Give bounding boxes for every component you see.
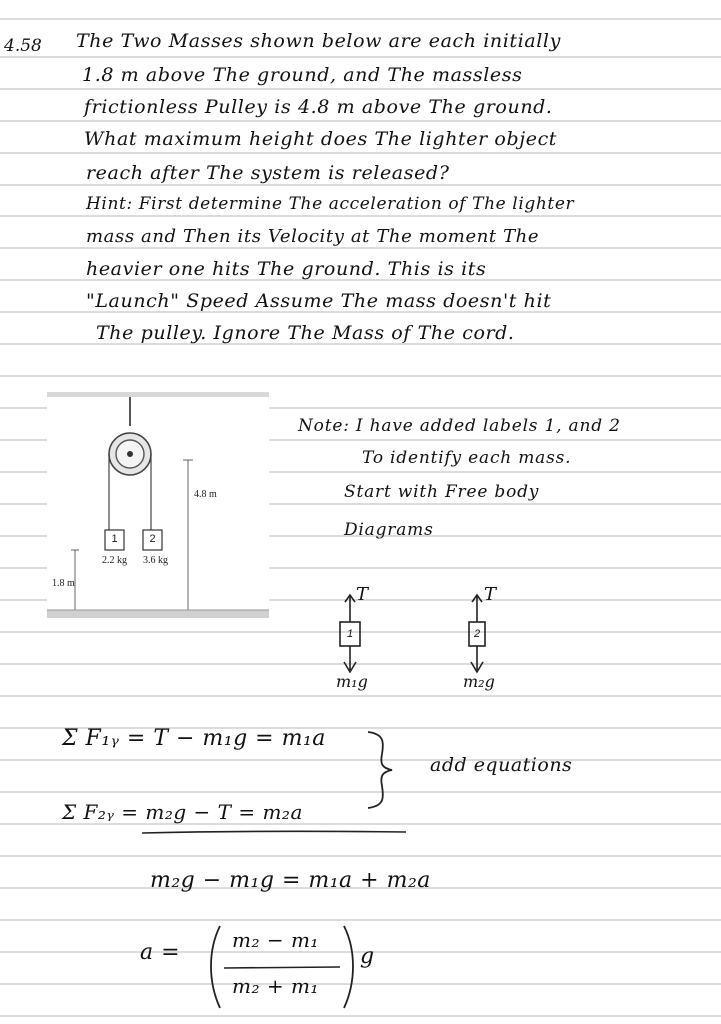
problem-line-9: "Launch" Speed Assume The mass doesn't hit	[86, 290, 552, 312]
ground	[47, 610, 269, 618]
curly-brace	[362, 728, 402, 812]
summed-equation: m₂g − m₁g = m₁a + m₂a	[150, 868, 431, 893]
right-paren	[344, 926, 353, 1008]
pulley-diagram	[47, 392, 269, 624]
fbd-weight-2: m₂g	[463, 672, 495, 691]
mass-1-value: 2.2 kg	[102, 555, 127, 566]
fbd-tension-1: T	[356, 584, 369, 605]
problem-line-7: mass and Then its Velocity at The moment The	[86, 226, 540, 247]
problem-line-4: What maximum height does The lighter object	[84, 128, 558, 150]
fbd-box-2-label: 2	[473, 628, 481, 640]
fbd-weight-1: m₁g	[336, 672, 368, 691]
mass-2-value: 3.6 kg	[143, 555, 168, 566]
sum-underline	[140, 828, 410, 838]
problem-line-3: frictionless Pulley is 4.8 m above The ground.	[84, 96, 553, 118]
problem-line-1: The Two Masses shown below are each initially	[76, 30, 561, 52]
result-numerator: m₂ − m₁	[232, 928, 319, 952]
problem-line-6: Hint: First determine The acceleration of The lighter	[86, 194, 575, 214]
mass-2-number: 2	[149, 533, 156, 545]
note-line-4: Diagrams	[344, 520, 434, 540]
mass-1-number: 1	[111, 533, 118, 545]
result-lhs: a =	[140, 940, 181, 965]
problem-line-2: 1.8 m above The ground, and The massless	[82, 64, 523, 86]
pulley-height-label: 4.8 m	[194, 489, 217, 500]
problem-line-10: The pulley. Ignore The Mass of The cord.	[96, 322, 515, 344]
problem-line-5: reach after The system is released?	[86, 162, 450, 184]
result-denominator: m₂ + m₁	[232, 974, 319, 998]
problem-number: 4.58	[4, 36, 42, 56]
add-equations-note: add equations	[430, 754, 573, 776]
equation-mass-1: Σ F₁ᵧ = T − m₁g = m₁a	[62, 726, 326, 751]
fbd-tension-2: T	[484, 584, 497, 605]
note-line-1: Note: I have added labels 1, and 2	[298, 416, 621, 436]
fbd-box-1-label: 1	[346, 628, 354, 640]
pulley-axle	[127, 451, 133, 457]
result-g: g	[360, 944, 375, 969]
left-paren	[211, 926, 220, 1008]
problem-line-8: heavier one hits The ground. This is its	[86, 258, 487, 280]
initial-height-label: 1.8 m	[52, 578, 75, 589]
equation-mass-2: Σ F₂ᵧ = m₂g − T = m₂a	[62, 800, 303, 824]
note-line-3: Start with Free body	[344, 482, 540, 502]
note-line-2: To identify each mass.	[362, 448, 572, 468]
pulley-diagram-drawing	[47, 392, 269, 624]
fraction-bar	[224, 967, 340, 968]
ceiling	[47, 392, 269, 397]
